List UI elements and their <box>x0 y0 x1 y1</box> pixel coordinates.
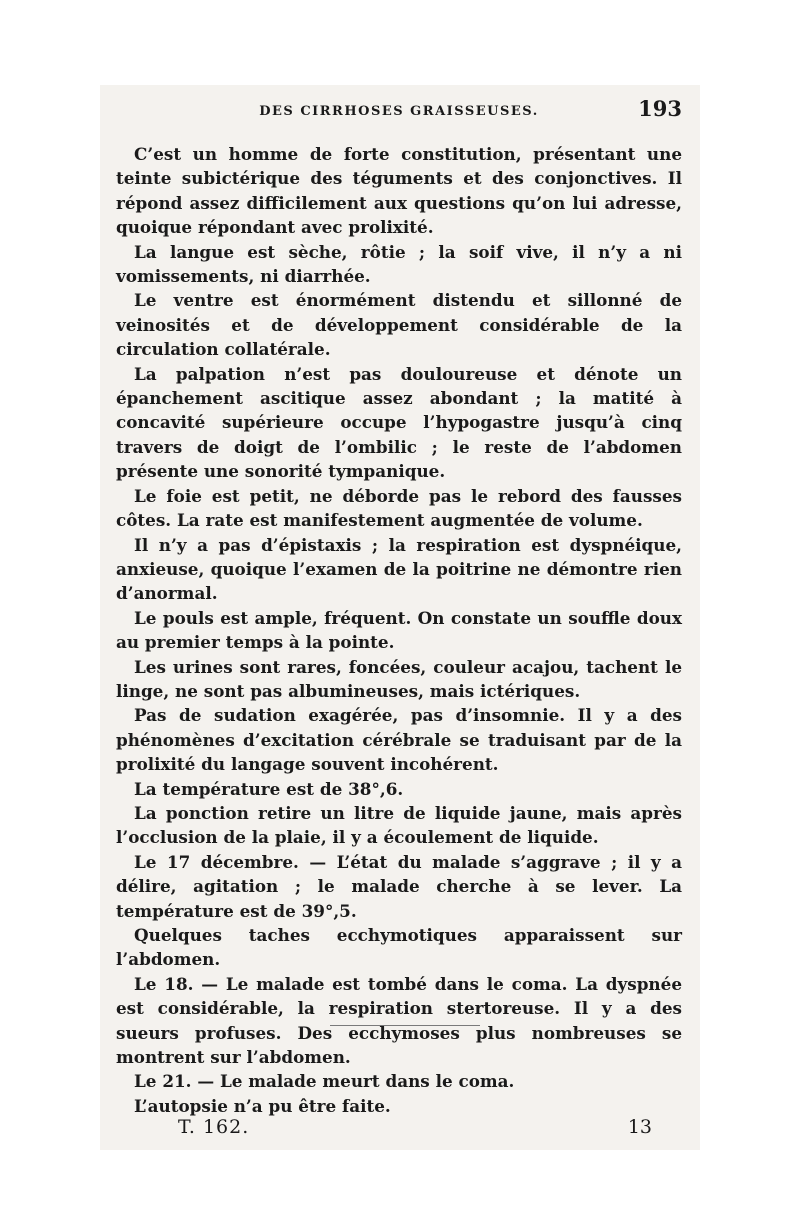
page-number: 193 <box>638 96 682 121</box>
paragraph: L’autopsie n’a pu être faite. <box>134 1095 391 1116</box>
signature-mark: T. 162. <box>178 1116 250 1138</box>
page-footer <box>178 1116 652 1142</box>
paragraph: Le pouls est ample, fréquent. On constate un souffle doux au premier temps à la pointe. <box>116 607 682 653</box>
paragraph: Quelques taches ecchymotiques apparaissent sur l’abdomen. <box>116 925 682 970</box>
sheet-number: 13 <box>627 1116 652 1138</box>
body-text <box>116 142 682 1118</box>
paragraph: La langue est sèche, rôtie ; la soif vive, il n’y a ni vomissements, ni diarrhée. <box>116 241 682 287</box>
paragraph: Les urines sont rares, foncées, couleur acajou, tachent le linge, ne sont pas albumineuses, mais ictériques. <box>116 656 682 701</box>
page-header <box>116 96 682 126</box>
paragraph: La ponction retire un litre de liquide jaune, mais après l’occlusion de la plaie, il y a écoulement de liquide. <box>116 802 682 848</box>
section-divider <box>330 1025 480 1026</box>
paragraph: Pas de sudation exagérée, pas d’insomnie. Il y a des phénomènes d’excitation cérébrale se traduisant par de la prolixité du langage souvent incohérent. <box>116 705 682 775</box>
paragraph: Le foie est petit, ne déborde pas le rebord des fausses côtes. La rate est manifestement augmentée de volume. <box>116 485 682 531</box>
running-head: DES CIRRHOSES GRAISSEUSES. <box>259 104 539 119</box>
paragraph: Le ventre est énormément distendu et sillonné de veinosités et de développement considérable de la circulation collatérale. <box>116 290 682 360</box>
paragraph: Le 18. — Le malade est tombé dans le coma. La dyspnée est considérable, la respiration stertoreuse. Il y a des sueurs profuses. Des ecchymoses plus nombreuses se montrent sur l’abdomen. <box>116 973 682 1068</box>
paragraph: Le 17 décembre. — L’état du malade s’aggrave ; il y a délire, agitation ; le malade cherche à se lever. La température est de 39°,5. <box>116 851 682 921</box>
paragraph: La température est de 38°,6. <box>134 778 404 799</box>
paragraph: Le 21. — Le malade meurt dans le coma. <box>134 1071 515 1092</box>
paragraph: C’est un homme de forte constitution, présentant une teinte subictérique des téguments et des conjonctives. Il répond assez difficilement aux questions qu’on lui adresse, quoique répondant avec prolixité. <box>116 144 682 238</box>
paragraph: Il n’y a pas d’épistaxis ; la respiration est dyspnéique, anxieuse, quoique l’examen de la poitrine ne démontre rien d’anormal. <box>116 534 682 604</box>
paragraph: La palpation n’est pas douloureuse et dénote un épanchement ascitique assez abondant ; la matité à concavité supérieure occupe l’hypogastre jusqu’à cinq travers de doigt de l’ombilic ; le reste de l’abdomen présente une sonorité tympanique. <box>116 363 682 482</box>
